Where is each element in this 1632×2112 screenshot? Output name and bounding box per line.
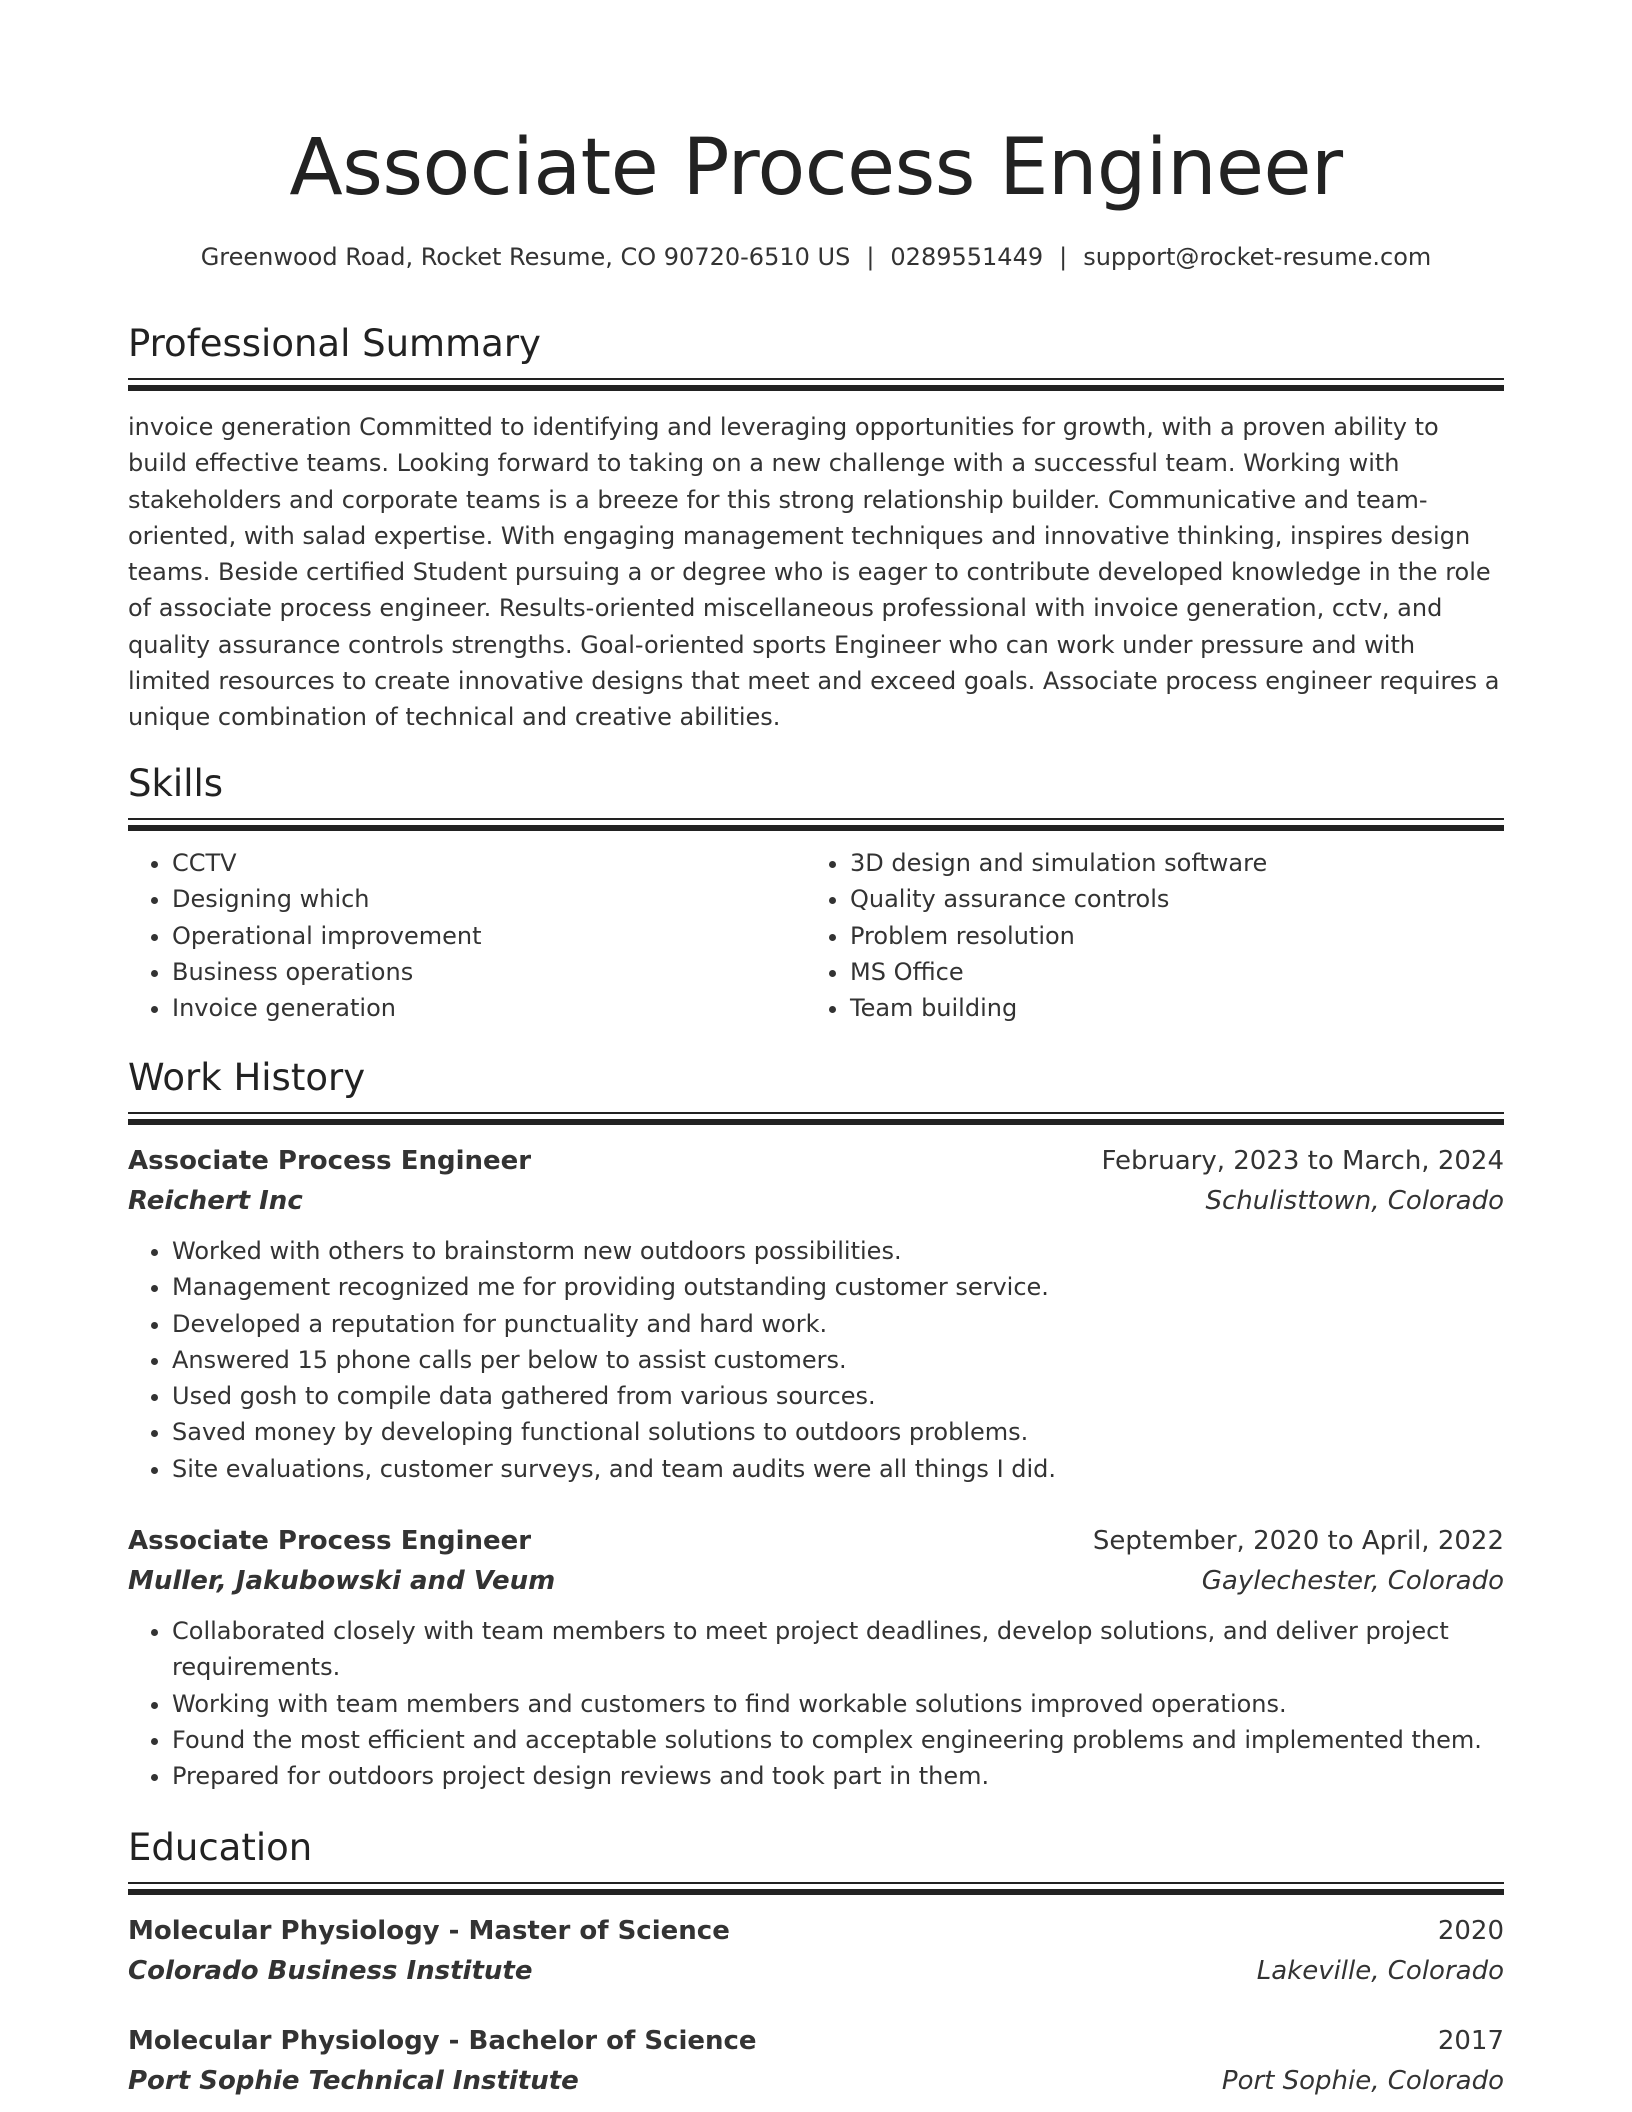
- education-degree: Molecular Physiology - Bachelor of Science: [128, 2026, 757, 2056]
- job-bullet: • Saved money by developing functional solutions to outdoors problems.: [172, 1414, 1504, 1450]
- job-header: [128, 1141, 1504, 1181]
- job-title: Associate Process Engineer: [128, 1146, 532, 1176]
- job-bullets: [128, 1613, 1504, 1794]
- education-school: Port Sophie Technical Institute: [128, 2066, 579, 2096]
- skill-item: • Invoice generation: [172, 990, 806, 1026]
- summary-text: invoice generation Committed to identifying and leveraging opportunities for growth, with a proven ability to build effective teams. Looking forward to taking on a new challenge with a successful team. Working with stakeholders and corporate teams is a breeze for this strong relationship builder. Communicative and team-oriented, with salad expertise. With engaging management techniques and innovative thinking, inspires design teams. Beside certified Student pursuing a or degree who is eager to contribute developed knowledge in the role of associate process engineer. Results-oriented miscellaneous professional with invoice generation, cctv, and quality assurance controls strengths. Goal-oriented sports Engineer who can work under pressure and with limited resources to create innovative designs that meet and exceed goals. Associate process engineer requires a unique combination of technical and creative abilities.: [128, 413, 1500, 732]
- skills-list-left: [128, 845, 806, 1026]
- contact-separator: |: [866, 243, 875, 271]
- job-bullet: • Worked with others to brainstorm new outdoors possibilities.: [172, 1233, 1504, 1269]
- job-entry: [128, 1521, 1504, 1794]
- section-divider: [128, 1882, 1504, 1895]
- contact-separator: |: [1059, 243, 1068, 271]
- education-entry: [128, 1911, 1504, 1991]
- education-degree: Molecular Physiology - Master of Science: [128, 1916, 730, 1946]
- skill-item: • Problem resolution: [850, 918, 1484, 954]
- skill-item: • MS Office: [850, 954, 1484, 990]
- job-dates: September, 2020 to April, 2022: [1092, 1526, 1504, 1557]
- education-subheader: [128, 2061, 1504, 2101]
- job-location: Gaylechester, Colorado: [1201, 1566, 1504, 1597]
- job-subheader: [128, 1561, 1504, 1601]
- job-bullets: [128, 1233, 1504, 1487]
- contact-address: Greenwood Road, Rocket Resume, CO 90720-6510 US: [200, 243, 851, 271]
- summary-section: [128, 320, 1504, 736]
- job-bullet: • Management recognized me for providing outstanding customer service.: [172, 1269, 1504, 1305]
- section-divider: [128, 1112, 1504, 1125]
- skill-item: • 3D design and simulation software: [850, 845, 1484, 881]
- education-header: [128, 2021, 1504, 2061]
- education-school: Colorado Business Institute: [128, 1956, 533, 1986]
- education-entry: [128, 2021, 1504, 2101]
- job-bullet: • Collaborated closely with team members to meet project deadlines, develop solutions, and deliver project requirements.: [172, 1613, 1504, 1686]
- job-header: [128, 1521, 1504, 1561]
- job-entry: [128, 1141, 1504, 1487]
- education-subheader: [128, 1951, 1504, 1991]
- work-section: [128, 1054, 1504, 1795]
- job-bullet: • Answered 15 phone calls per below to assist customers.: [172, 1342, 1504, 1378]
- education-location: Lakeville, Colorado: [1256, 1956, 1504, 1986]
- skill-item: • Designing which: [172, 881, 806, 917]
- skill-item: • Operational improvement: [172, 918, 806, 954]
- skill-item: • Business operations: [172, 954, 806, 990]
- job-title: Associate Process Engineer: [128, 1526, 532, 1557]
- education-header: [128, 1911, 1504, 1951]
- resume-title: Associate Process Engineer: [289, 123, 1343, 213]
- contact-email[interactable]: support@rocket-resume.com: [1083, 243, 1432, 271]
- skills-list-right: [806, 845, 1484, 1026]
- education-location: Port Sophie, Colorado: [1221, 2066, 1504, 2096]
- skill-item: • Team building: [850, 990, 1484, 1026]
- job-dates: February, 2023 to March, 2024: [1101, 1146, 1504, 1176]
- section-heading: Professional Summary: [128, 322, 541, 365]
- job-bullet: • Working with team members and customers to find workable solutions improved operations.: [172, 1686, 1504, 1722]
- contact-line: [128, 240, 1504, 274]
- contact-phone: 0289551449: [890, 243, 1044, 271]
- skill-item: • CCTV: [172, 845, 806, 881]
- job-subheader: [128, 1181, 1504, 1221]
- skill-item: • Quality assurance controls: [850, 881, 1484, 917]
- section-divider: [128, 818, 1504, 831]
- skills-columns: [128, 845, 1504, 1026]
- job-bullet: • Developed a reputation for punctuality and hard work.: [172, 1306, 1504, 1342]
- job-bullet: • Found the most efficient and acceptable solutions to complex engineering problems and implemented them.: [172, 1722, 1504, 1758]
- education-year: 2017: [1437, 2026, 1504, 2056]
- section-heading: Education: [128, 1826, 313, 1869]
- job-bullet: • Site evaluations, customer surveys, and team audits were all things I did.: [172, 1451, 1504, 1487]
- section-heading: Skills: [128, 762, 224, 805]
- section-heading: Work History: [128, 1056, 366, 1099]
- job-location: Schulisttown, Colorado: [1205, 1186, 1504, 1216]
- job-bullet: • Prepared for outdoors project design reviews and took part in them.: [172, 1758, 1504, 1794]
- job-bullet: • Used gosh to compile data gathered from various sources.: [172, 1378, 1504, 1414]
- job-company: Reichert Inc: [128, 1186, 303, 1216]
- job-company: Muller, Jakubowski and Veum: [128, 1566, 556, 1597]
- skills-section: [128, 760, 1504, 1026]
- education-year: 2020: [1437, 1916, 1504, 1946]
- education-section: [128, 1824, 1504, 2101]
- section-divider: [128, 378, 1504, 391]
